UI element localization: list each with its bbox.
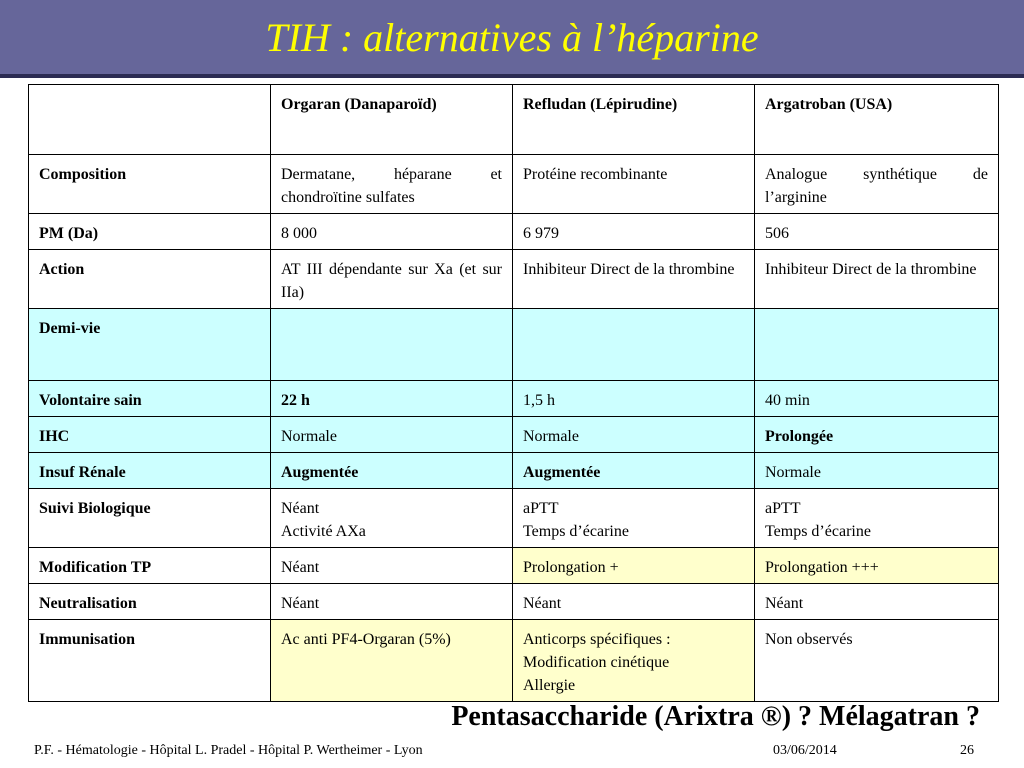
row-label: Modification TP [29,548,271,584]
row-volontaire-sain [29,381,999,417]
row-label: Demi-vie [29,309,271,381]
cell [513,489,755,548]
footer-date: 03/06/2014 [773,743,837,758]
row-action [29,250,999,309]
slide-title: TIH : alternatives à l’héparine [265,15,759,60]
row-label: Volontaire sain [29,381,271,417]
comparison-table [28,84,999,702]
row-neutralisation [29,584,999,620]
cell: 506 [755,214,999,250]
cell: Ac anti PF4-Orgaran (5%) [271,620,513,702]
cell: Augmentée [271,453,513,489]
cell-line: aPTT [523,500,559,517]
cell-line: Modification cinétique [523,654,670,671]
cell-line: Allergie [523,677,576,694]
cell [755,309,999,381]
cell: Protéine recombinante [513,155,755,214]
title-bar-shadow [0,74,1024,78]
header-refludan: Refludan (Lépirudine) [513,85,755,155]
cell: 40 min [755,381,999,417]
cell: Normale [271,417,513,453]
cell: Prolongation + [513,548,755,584]
row-label: PM (Da) [29,214,271,250]
cell: Normale [513,417,755,453]
cell: Prolongation +++ [755,548,999,584]
cell [513,620,755,702]
row-label: Insuf Rénale [29,453,271,489]
cell: 22 h [271,381,513,417]
cell-line: Néant [281,500,320,517]
row-label: Immunisation [29,620,271,702]
cell: Normale [755,453,999,489]
row-label: Action [29,250,271,309]
cell [271,309,513,381]
row-immunisation [29,620,999,702]
row-suivi-biologique [29,489,999,548]
header-empty [29,85,271,155]
row-label: Suivi Biologique [29,489,271,548]
cell: 6 979 [513,214,755,250]
cell: Analogue synthétique de l’arginine [755,155,999,214]
cell [755,489,999,548]
table-header-row [29,85,999,155]
cell [271,489,513,548]
row-pm [29,214,999,250]
cell: Néant [271,584,513,620]
row-ihc [29,417,999,453]
cell: Augmentée [513,453,755,489]
footer-page-number: 26 [960,743,974,758]
header-argatroban: Argatroban (USA) [755,85,999,155]
slide-subtitle: Pentasaccharide (Arixtra ®) ? Mélagatran ? [451,701,980,732]
cell: Inhibiteur Direct de la thrombine [755,250,999,309]
cell-line: Temps d’écarine [765,523,871,540]
cell: Néant [271,548,513,584]
footer-source: P.F. - Hématologie - Hôpital L. Pradel - Hôpital P. Wertheimer - Lyon [34,743,423,758]
row-composition [29,155,999,214]
cell: Néant [513,584,755,620]
header-orgaran: Orgaran (Danaparoïd) [271,85,513,155]
row-demi-vie [29,309,999,381]
cell: Prolongée [755,417,999,453]
cell [513,309,755,381]
cell: AT III dépendante sur Xa (et sur IIa) [271,250,513,309]
cell: Néant [755,584,999,620]
cell: Inhibiteur Direct de la thrombine [513,250,755,309]
cell: Non observés [755,620,999,702]
cell: Dermatane, héparane et chondroïtine sulfates [271,155,513,214]
cell-line: Activité AXa [281,523,366,540]
row-label: IHC [29,417,271,453]
cell-line: aPTT [765,500,801,517]
cell: 1,5 h [513,381,755,417]
row-label: Neutralisation [29,584,271,620]
cell-line: Anticorps spécifiques : [523,631,671,648]
row-modification-tp [29,548,999,584]
cell: 8 000 [271,214,513,250]
row-label: Composition [29,155,271,214]
cell-line: Temps d’écarine [523,523,629,540]
row-insuf-renale [29,453,999,489]
